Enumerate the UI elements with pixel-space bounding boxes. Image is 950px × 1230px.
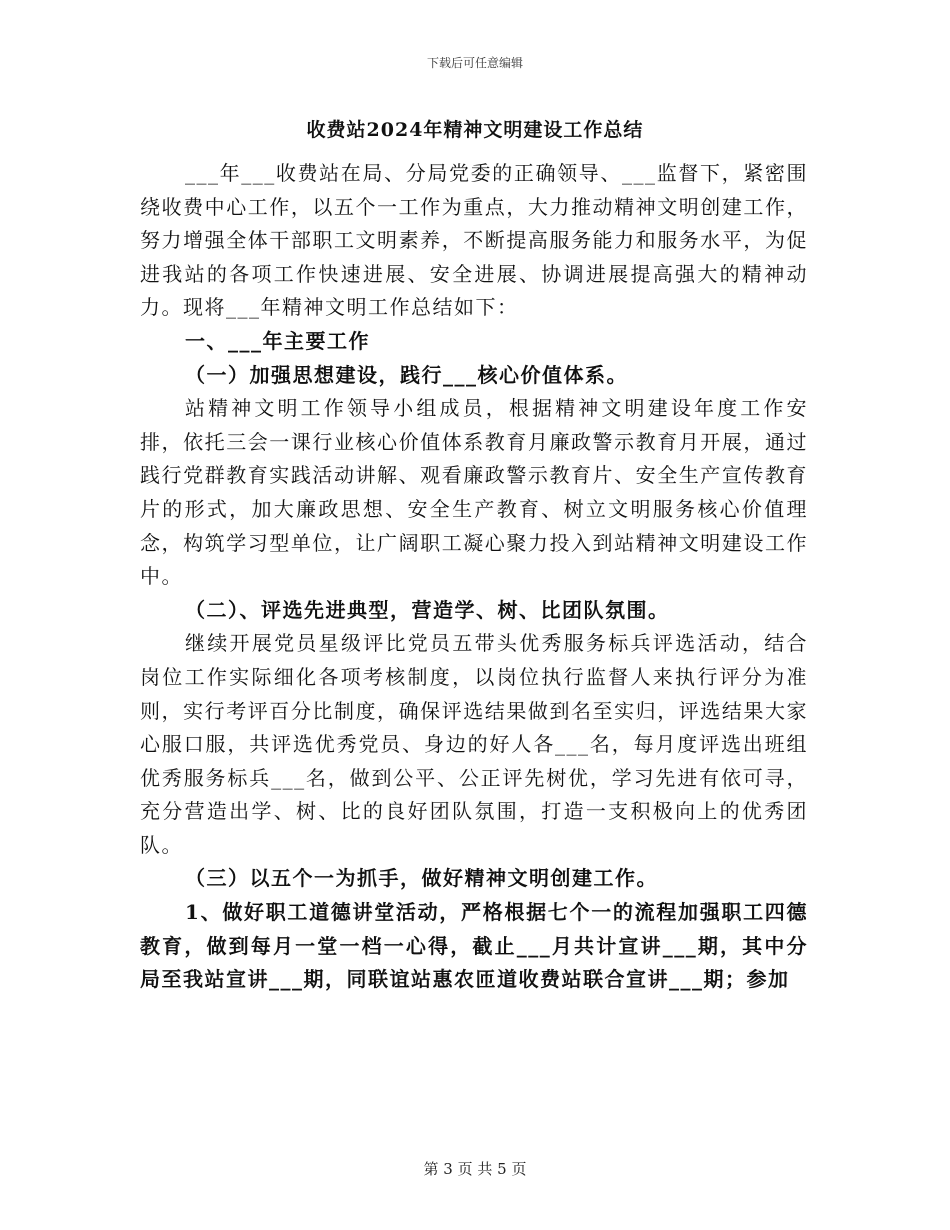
body-paragraph-3: 1、做好职工道德讲堂活动，严格根据七个一的流程加强职工四德教育，做到每月一堂一档一心得，截止___月共计宣讲___期，其中分局至我站宣讲___期，同联谊站惠农匝道收费站联合宣讲___期；参加 <box>140 900 808 992</box>
header-note: 下载后可任意编辑 <box>426 56 523 70</box>
body-paragraph-2: 继续开展党员星级评比党员五带头优秀服务标兵评选活动，结合岗位工作实际细化各项考核制度，以岗位执行监督人来执行评分为准则，实行考评百分比制度，确保评选结果做到名至实归，评选结果大家心服口服，共评选优秀党员、身边的好人各___名，每月度评选出班组优秀服务标兵___名，做到公平、公正评先树优，学习先进有依可寻，充分营造出学、树、比的良好团队氛围，打造一支积极向上的优秀团队。 <box>140 631 808 857</box>
subsection-heading-2: （二）、评选先进典型，营造学、树、比团队氛围。 <box>185 597 670 622</box>
subsection-heading-3: （三）以五个一为抓手，做好精神文明创建工作。 <box>185 866 658 891</box>
subsection-heading-1: （一）加强思想建设，践行___核心价值体系。 <box>185 362 628 387</box>
section-heading: 一、___年主要工作 <box>185 328 370 353</box>
page-title: 收费站2024年精神文明建设工作总结 <box>306 119 644 141</box>
body-paragraph-1: 站精神文明工作领导小组成员，根据精神文明建设年度工作安排，依托三会一课行业核心价值体系教育月廉政警示教育月开展，通过践行党群教育实践活动讲解、观看廉政警示教育片、安全生产宣传教育片的形式，加大廉政思想、安全生产教育、树立文明服务核心价值理念，构筑学习型单位，让广阔职工凝心聚力投入到站精神文明建设工作中。 <box>140 396 808 589</box>
document-body <box>140 157 808 997</box>
intro-paragraph: ___年___收费站在局、分局党委的正确领导、___监督下，紧密围绕收费中心工作，以五个一工作为重点，大力推动精神文明创建工作，努力增强全体干部职工文明素养，不断提高服务能力和服务水平，为促进我站的各项工作快速进展、安全进展、协调进展提高强大的精神动力。现将___年精神文明工作总结如下： <box>140 161 808 320</box>
page-indicator: 第 3 页 共 5 页 <box>423 1160 527 1178</box>
